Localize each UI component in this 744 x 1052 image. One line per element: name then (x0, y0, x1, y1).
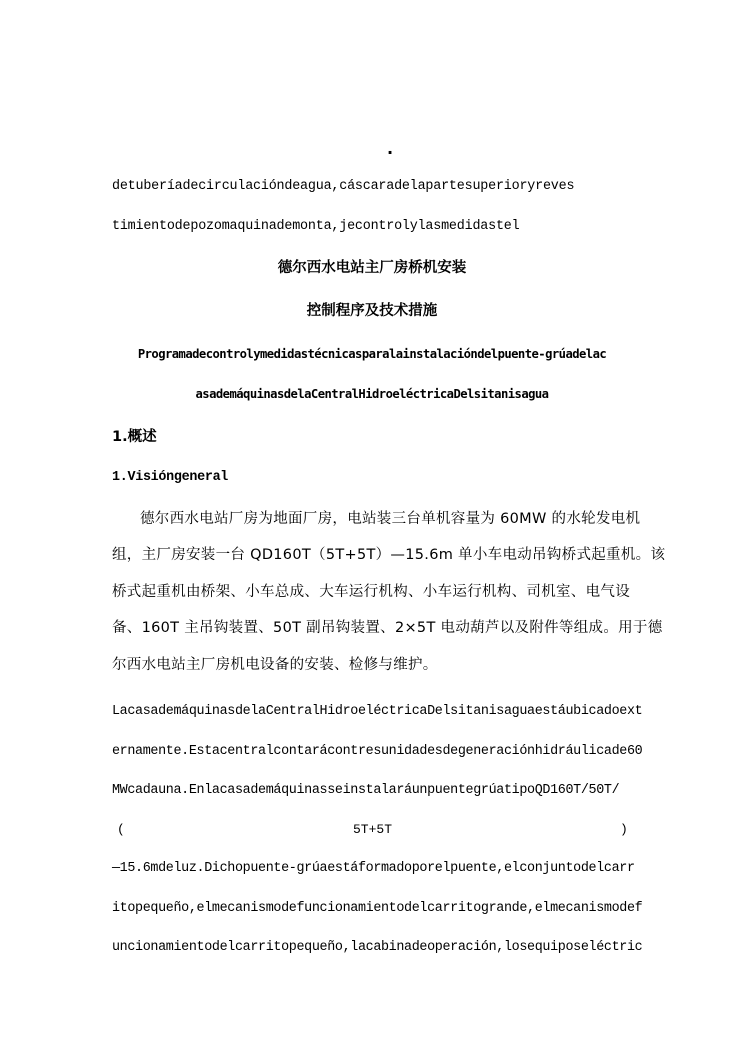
para-es-paren-close: ) (620, 822, 628, 837)
section-heading-es: 1.Visióngeneral (112, 470, 229, 485)
para-es-line-6: uncionamientodelcarritopequeño,lacabinadeoperación,losequiposeléctric (112, 940, 643, 955)
para-zh-line-2: 组，主厂房安装一台 QD160T（5T+5T）—15.6m 单小车电动吊钩桥式起重机。该 (112, 547, 666, 563)
para-es-line-3: MWcadauna.EnlacasademáquinasseinstalaráunpuentegrúatipoQD160T/50T/ (112, 783, 620, 798)
para-es-spec: 5T+5T (353, 822, 393, 837)
title-zh-line-2: 控制程序及技术措施 (306, 303, 438, 319)
para-zh-line-4: 备、160T 主吊钩装置、50T 副吊钩装置、2×5T 电动葫芦以及附件等组成。用于德 (112, 620, 663, 636)
para-zh-line-3: 桥式起重机由桥架、小车总成、大车运行机构、小车运行机构、司机室、电气设 (112, 584, 630, 600)
para-es-line-1: LacasademáquinasdelaCentralHidroeléctricaDelsitanisaguaestáubicadoext (112, 704, 643, 719)
header-dot: . (387, 139, 394, 158)
para-es-line-5: itopequeño,elmecanismodefuncionamientodelcarritogrande,elmecanismodef (112, 901, 643, 916)
intro-line-2: timientodepozomaquinademonta,jecontrolylasmedidastel (112, 219, 520, 234)
para-es-line-4: —15.6mdeluz.Dichopuente-grúaestáformadoporelpuente,elconjuntodelcarr (112, 861, 635, 876)
para-zh-line-1: 德尔西水电站厂房为地面厂房，电站装三台单机容量为 60MW 的水轮发电机 (140, 511, 641, 527)
para-es-line-2: ernamente.Estacentralcontarácontresunidadesdegeneraciónhidráulicade60 (112, 744, 643, 759)
intro-line-1: detuberíadecirculacióndeagua,cáscaradelapartesuperioryreves (112, 179, 575, 194)
title-es-line-2: asademáquinasdelaCentralHidroeléctricaDelsitanisagua (195, 387, 549, 401)
para-zh-line-5: 尔西水电站主厂房机电设备的安装、检修与维护。 (112, 657, 438, 673)
section-heading-zh: 1.概述 (112, 429, 157, 445)
title-es-line-1: Programadecontrolymedidastécnicasparalainstalacióndelpuente-grúadelac (137, 347, 607, 361)
para-es-paren-open: ( (117, 822, 125, 837)
title-zh-line-1: 德尔西水电站主厂房桥机安装 (277, 260, 467, 276)
